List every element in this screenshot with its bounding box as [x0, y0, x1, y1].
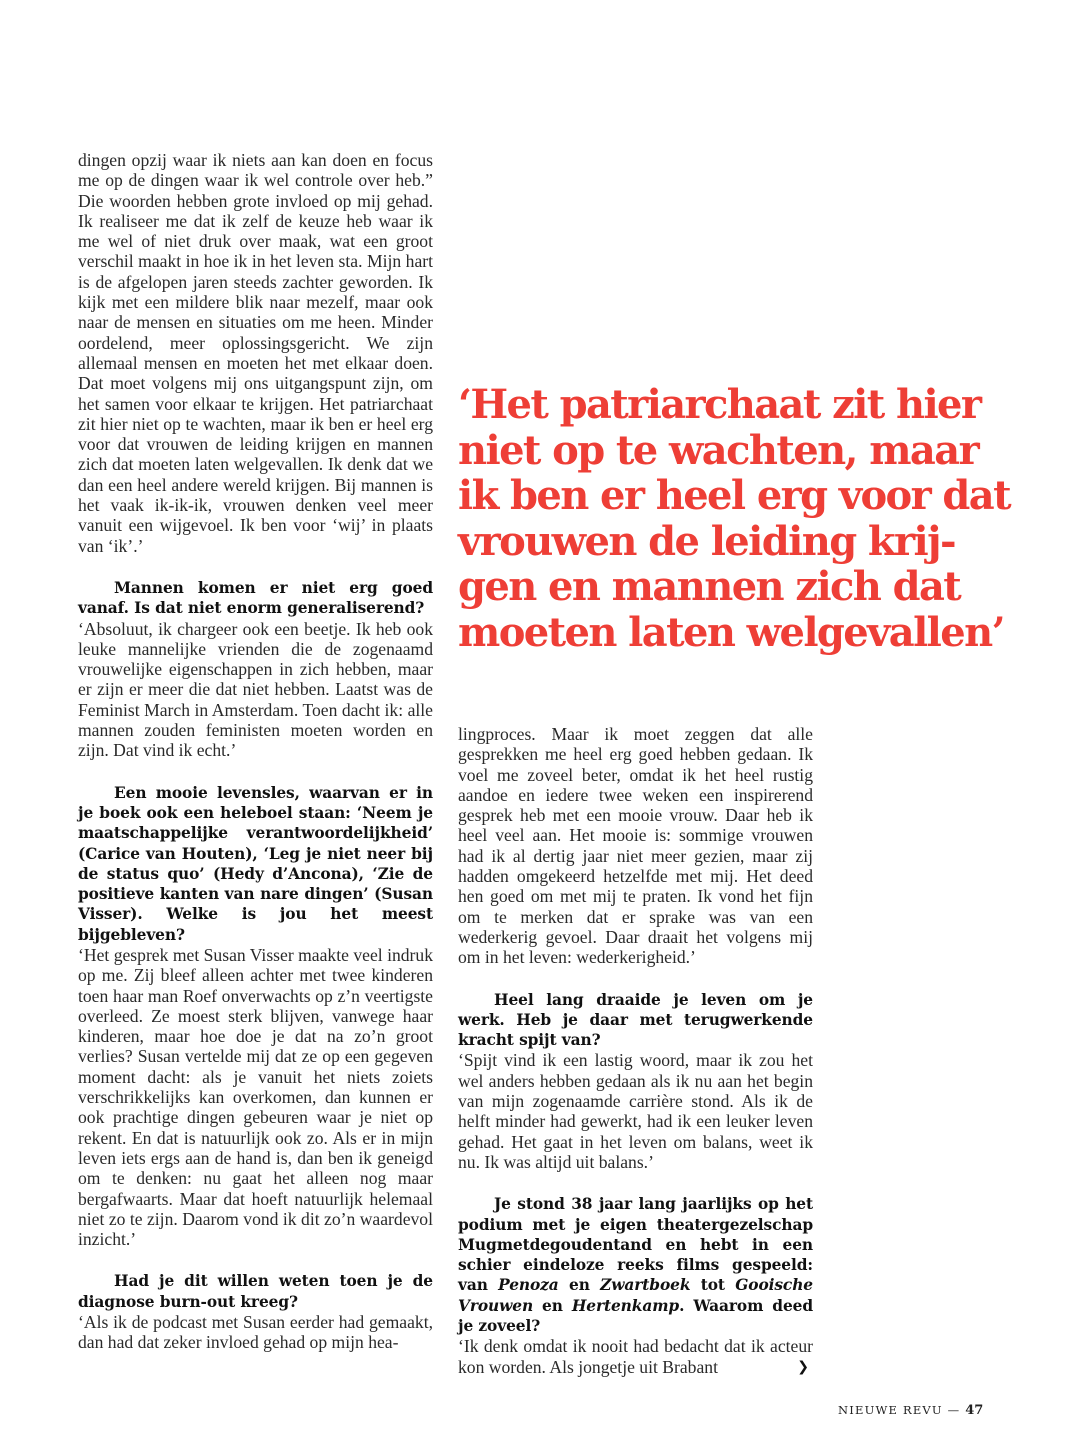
continue-arrow-icon: ❯ — [797, 1358, 809, 1375]
interview-answer: ‘Spijt vind ik een lastig woord, maar ik zou het wel anders hebben gedaan als ik nu aan het begin van mijn zogenaamde carrière stond. Als ik de helft minder had gewerkt, had ik een leuker leven gehad. Het gaat in het leven om balans, weet ik nu. Ik was altijd uit balans.’ — [458, 1050, 813, 1172]
question-text: . Waarom deed je zoveel? — [458, 1296, 813, 1336]
interview-answer: ‘Als ik de podcast met Susan eerder had gemaakt, dan had dat zeker invloed gehad op mijn hea- — [78, 1312, 433, 1353]
answer-text: ‘Ik denk omdat ik nooit had bedacht dat ik acteur kon worden. Als jongetje uit Brabant — [458, 1336, 813, 1377]
interview-question: Had je dit willen weten toen je de diagnose burn-out kreeg? — [78, 1272, 433, 1311]
film-title: Gooische Vrouwen — [458, 1276, 813, 1315]
interview-answer: ‘Absoluut, ik chargeer ook een beetje. Ik heb ook leuke mannelijke vrienden die de zogenaamd vrouwelijke eigenschappen in zich hebben, maar er zijn er meer die dat niet hebben. Laatst was de Feminist March in Amsterdam. Toen dacht ik: alle mannen zouden feministen moeten worden en zijn. Dat vind ik echt.’ — [78, 618, 433, 761]
continued-paragraph: lingproces. Maar ik moet zeggen dat alle gesprekken me heel erg goed hebben gedaan. Ik voel me zoveel beter, omdat ik het heel rustig aandoe en iedere twee weken een inspirerend gesprek heb met een mooie vrouw. Daar heb ik heel veel aan. Het mooie is: sommige vrouwen had ik al dertig jaar niet meer gezien, maar zij hadden omgekeerd hetzelfde met mij. Het deed hen goed om met mij te praten. Ik vond het fijn om te merken dat er sprake was van een wederkerig gevoel. Daar draait het volgens mij om in het leven: wederkerigheid.’ — [458, 724, 813, 968]
interview-question: Mannen komen er niet erg goed vanaf. Is dat niet enorm generaliserend? — [78, 578, 433, 618]
interview-answer — [458, 1336, 813, 1377]
question-text: Je stond 38 jaar lang jaarlijks op het podium met je eigen theatergezelschap Mugmetdegoudentand en hebt in een schier eindeloze reeks films gespeeld: van — [458, 1195, 813, 1295]
interview-answer: ‘Het gesprek met Susan Visser maakte veel indruk op me. Zij bleef alleen achter met twee kinderen toen haar man Roef onverwachts op z’n veertigste overleed. Ze moest sterk blijven, vanwege haar kinderen, maar hoe doe je dat na zo’n groot verlies? Susan vertelde mij dat ze op een gegeven moment dacht: als je vanuit het niets zoiets verschrikkelijks kan overkomen, dan kunnen er ook prachtige dingen gebeuren waar je niet op rekent. En dat is natuurlijk ook zo. Als er in mijn leven iets ergs aan de hand is, dan ben ik geneigd om te denken: nu gaat het alleen nog maar bergafwaarts. Maar dat hoeft natuurlijk helemaal niet zo te zijn. Daarom vond ik dit zo’n waardevol inzicht.’ — [78, 944, 433, 1250]
pull-quote-line: moeten laten welgevallen’ — [458, 608, 1004, 656]
pull-quote-line: ‘Het patriarchaat zit hier — [458, 381, 981, 428]
question-text: tot — [690, 1276, 736, 1295]
question-text: en — [558, 1276, 601, 1295]
pull-quote-line: gen en mannen zich dat — [458, 563, 961, 610]
interview-question: Een mooie levensles, waarvan er in je boek ook een heleboel staan: ‘Neem je maatschappelijke verantwoordelijkheid’ (Carice van Houten), ‘Leg je niet neer bij de status quo’ (Hedy d’Ancona), ‘Zie de positieve kanten van nare dingen’ (Susan Visser). Welke is jou het meest bijgebleven? — [78, 783, 433, 944]
magazine-name: NIEUWE REVU — — [838, 1403, 961, 1417]
pull-quote-line: ik ben er heel erg voor dat — [458, 472, 1010, 519]
left-column — [78, 150, 433, 1353]
film-title: Hertenkamp — [571, 1296, 680, 1315]
intro-paragraph: dingen opzij waar ik niets aan kan doen en focus me op de dingen waar ik wel controle over heb.” Die woorden hebben grote invloed op mij gehad. Ik realiseer me dat ik zelf de keuze heb waar ik me wel of niet druk over maak, wat een groot verschil maakt in hoe ik in het leven sta. Mijn hart is de afgelopen jaren steeds zachter geworden. Ik kijk met een mildere blik naar mezelf, maar ook naar de mensen en situaties om me heen. Minder oordelend, meer oplossingsgericht. We zijn allemaal mensen en moeten het met elkaar doen. Dat moet volgens mij ons uitgangspunt zijn, om het samen voor elkaar te krijgen. Het patriarchaat zit hier niet op te wachten, maar ik ben er heel erg voor dat vrouwen de leiding krijgen en mannen zich dat moeten laten welgevallen. Ik denk dat we dan een heel andere wereld krijgen. Bij mannen is het vaak ik-ik-ik, vrouwen denken veel meer vanuit een wijgevoel. Ik ben voor ‘wij’ in plaats van ‘ik’.’ — [78, 150, 433, 556]
page-number: 47 — [965, 1403, 984, 1418]
right-column — [458, 724, 813, 1377]
pull-quote-line: niet op te wachten, maar — [458, 426, 979, 474]
pull-quote-line: vrouwen de leiding krij- — [458, 517, 955, 565]
page-footer — [838, 1403, 983, 1418]
interview-question: Heel lang draaide je leven om je werk. Heb je daar met terugwerkende kracht spijt van? — [458, 990, 813, 1050]
film-title: Penoza — [498, 1276, 559, 1295]
pull-quote — [458, 382, 1038, 655]
film-title: Zwartboek — [600, 1276, 691, 1295]
question-text: en — [533, 1296, 572, 1315]
interview-question — [458, 1194, 813, 1336]
